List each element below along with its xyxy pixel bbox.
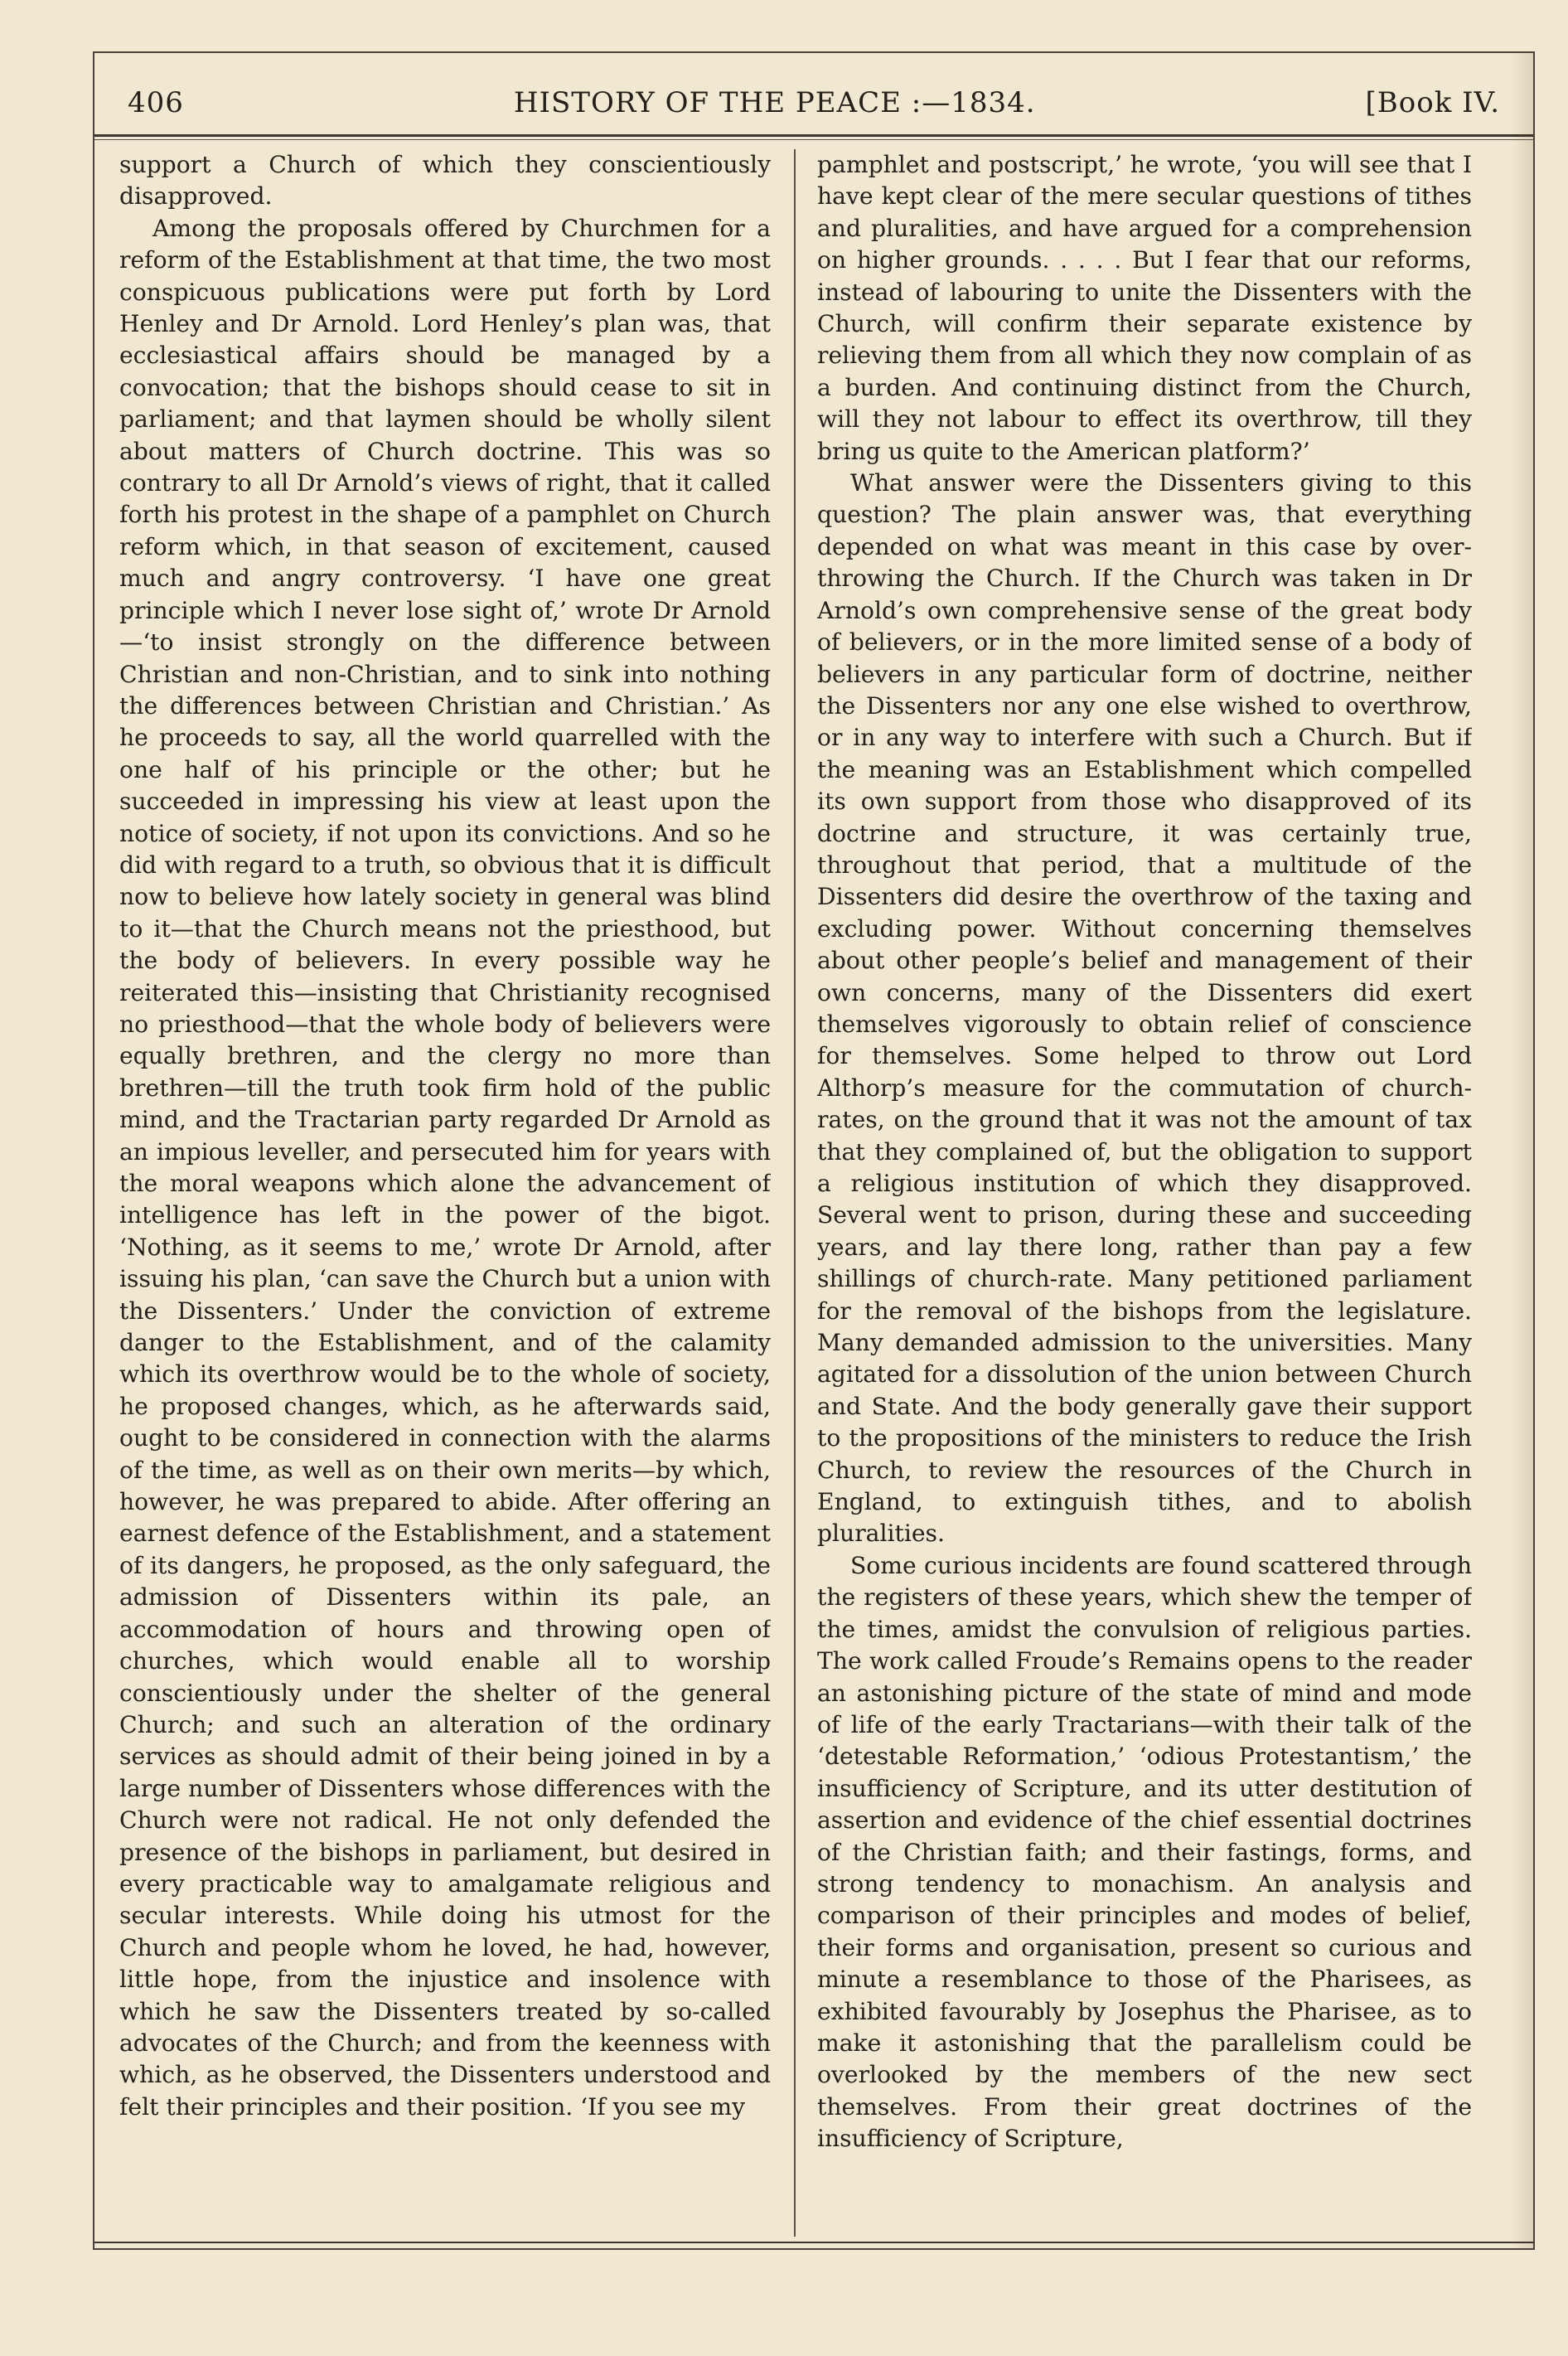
bottom-rule: [94, 2242, 1533, 2243]
page-number: 406: [128, 86, 184, 119]
running-title: HISTORY OF THE PEACE :—1834.: [513, 86, 1036, 119]
header-rule-thin: [94, 139, 1533, 140]
header-rule: [94, 134, 1533, 137]
right-column: [817, 149, 1472, 2228]
paragraph: Among the proposals offered by Churchmen for a reform of the Establishment at that time, the two most conspicuous publications were put forth by Lord Henley and Dr Arnold. Lord Henley’s plan was, that ecclesiastical affairs should be managed by a convocation; that the bishops should cease to sit in parliament; and that laymen should be wholly silent about matters of Church doctrine. This was so contrary to all Dr Arnold’s views of right, that it called forth his protest in the shape of a pamphlet on Church reform which, in that season of excitement, caused much and angry controversy. ‘I have one great principle which I never lose sight of,’ wrote Dr Arnold—‘to insist strongly on the difference between Christian and non-Christian, and to sink into nothing the differences between Christian and Christian.’ As he proceeds to say, all the world quarrelled with the one half of his principle or the other; but he succeeded in impressing his view at least upon the notice of society, if not upon its convictions. And so he did with regard to a truth, so obvious that it is difficult now to believe how lately society in general was blind to it—that the Church means not the priesthood, but the body of believers. In every possible way he reiterated this—insisting that Christianity recognised no priesthood—that the whole body of believers were equally brethren, and the clergy no more than brethren—till the truth took firm hold of the public mind, and the Tractarian party regarded Dr Arnold as an impious leveller, and persecuted him for years with the moral weapons which alone the advancement of intelligence has left in the power of the bigot. ‘Nothing, as it seems to me,’ wrote Dr Arnold, after issuing his plan, ‘can save the Church but a union with the Dissenters.’ Under the conviction of extreme danger to the Establishment, and of the calamity which its overthrow would be to the whole of society, he proposed changes, which, as he afterwards said, ought to be considered in connection with the alarms of the time, as well as on their own merits—by which, however, he was prepared to abide. After offering an earnest defence of the Establishment, and a statement of its dangers, he proposed, as the only safeguard, the admission of Dissenters within its pale, an accommodation of hours and throwing open of churches, which would enable all to worship conscientiously under the shelter of the general Church; and such an alteration of the ordinary services as should admit of their being joined in by a large number of Dissenters whose differences with the Church were not radical. He not only defended the presence of the bishops in parliament, but desired in every practicable way to amalgamate religious and secular interests. While doing his utmost for the Church and people whom he loved, he had, however, little hope, from the injustice and insolence with which he saw the Dissenters treated by so-called advocates of the Church; and from the keenness with which, as he observed, the Dissenters understood and felt their principles and their position. ‘If you see my: [119, 214, 771, 2121]
running-header: [128, 78, 1500, 128]
paragraph: support a Church of which they conscientiously disapproved.: [119, 151, 771, 211]
book-page: [93, 51, 1535, 2250]
paragraph: Some curious incidents are found scattered through the registers of these years, which shew the temper of the times, amidst the convulsion of religious parties. The work called Froude’s Remains opens to the reader an astonishing picture of the state of mind and mode of life of the early Tractarians—with their talk of the ‘detestable Reformation,’ ‘odious Protestantism,’ the insufficiency of Scripture, and its utter destitution of assertion and evidence of the chief essential doctrines of the Christian faith; and their fastings, forms, and strong tendency to monachism. An analysis and comparison of their principles and modes of belief, their forms and organisation, present so curious and minute a resemblance to those of the Pharisees, as exhibited favourably by Josephus the Pharisee, as to make it astonishing that the parallelism could be overlooked by the members of the new sect themselves. From their great doctrines of the insufficiency of Scripture,: [817, 1551, 1472, 2153]
paragraph: What answer were the Dissenters giving to this question? The plain answer was, that everything depended on what was meant in this case by overthrowing the Church. If the Church was taken in Dr Arnold’s own comprehensive sense of the great body of believers, or in the more limited sense of a body of believers in any particular form of doctrine, neither the Dissenters nor any one else wished to overthrow, or in any way to interfere with such a Church. But if the meaning was an Establishment which compelled its own support from those who disapproved of its doctrine and structure, it was certainly true, throughout that period, that a multitude of the Dissenters did desire the overthrow of the taxing and excluding power. Without concerning themselves about other people’s belief and management of their own concerns, many of the Dissenters did exert themselves vigorously to obtain relief of conscience for themselves. Some helped to throw out Lord Althorp’s measure for the commutation of church-rates, on the ground that it was not the amount of tax that they complained of, but the obligation to support a religious institution of which they disapproved. Several went to prison, during these and succeeding years, and lay there long, rather than pay a few shillings of church-rate. Many petitioned parliament for the removal of the bishops from the legislature. Many demanded admission to the universities. Many agitated for a dissolution of the union between Church and State. And the body generally gave their support to the propositions of the ministers to reduce the Irish Church, to review the resources of the Church in England, to extinguish tithes, and to abolish pluralities.: [817, 469, 1472, 1548]
book-label: [Book IV.: [1365, 86, 1500, 119]
column-divider: [794, 149, 796, 2237]
paragraph: pamphlet and postscript,’ he wrote, ‘you will see that I have kept clear of the mere secular questions of tithes and pluralities, and have argued for a comprehension on higher grounds. . . . . But I fear that our reforms, instead of labouring to unite the Dissenters with the Church, will confirm their separate existence by relieving them from all which they now complain of as a burden. And continuing distinct from the Church, will they not labour to effect its overthrow, till they bring us quite to the American platform?’: [817, 151, 1472, 465]
left-column: [119, 149, 771, 2228]
gutter-shadow: [1512, 53, 1533, 2248]
